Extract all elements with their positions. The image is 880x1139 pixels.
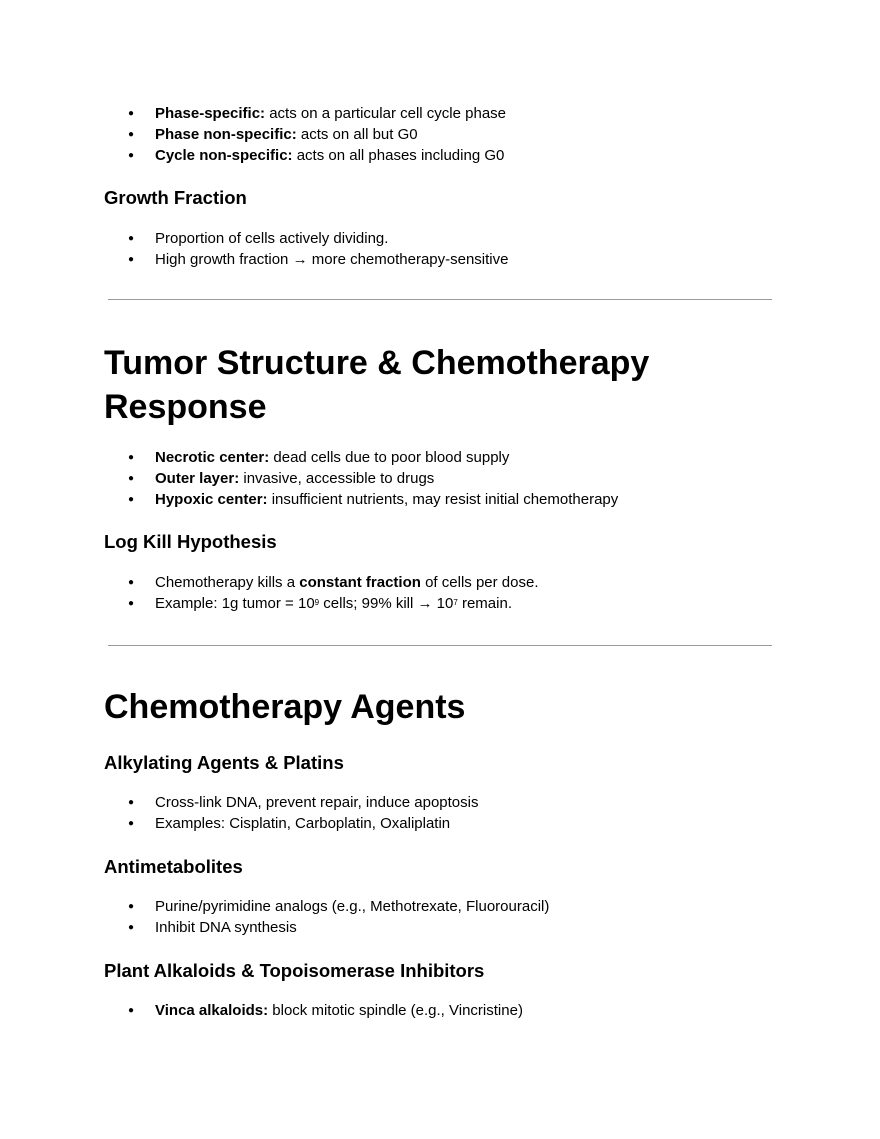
list-item: ● Example: 1g tumor = $10^9$ cells; 99% kill → $10^7$ remain. [128, 593, 538, 614]
list-item: ● Proportion of cells actively dividing. [128, 228, 508, 249]
tumor-section-title: Tumor Structure & Chemotherapy Response [104, 344, 650, 426]
list-item: ● Chemotherapy kills a constant fraction of cells per dose. [128, 572, 538, 593]
list-item: ● Outer layer: invasive, accessible to drugs [128, 468, 618, 489]
alkylating-list [128, 792, 478, 834]
list-item: ● Examples: Cisplatin, Carboplatin, Oxaliplatin [128, 813, 478, 834]
plant-alkaloids-heading: Plant Alkaloids & Topoisomerase Inhibitors [104, 960, 485, 981]
agents-section-title: Chemotherapy Agents [104, 688, 466, 726]
alkylating-heading: Alkylating Agents & Platins [104, 752, 344, 773]
cycle-specificity-list [128, 103, 506, 166]
list-item: ● Cycle non-specific: acts on all phases including G0 [128, 145, 506, 166]
log-kill-list [128, 572, 538, 614]
list-item: ● Phase-specific: acts on a particular cell cycle phase [128, 103, 506, 124]
list-item: ● Hypoxic center: insufficient nutrients, may resist initial chemotherapy [128, 489, 618, 510]
list-item: ● Phase non-specific: acts on all but G0 [128, 124, 506, 145]
list-item: ● Purine/pyrimidine analogs (e.g., Methotrexate, Fluorouracil) [128, 896, 549, 917]
list-item: ● Cross-link DNA, prevent repair, induce apoptosis [128, 792, 478, 813]
antimetabolites-list [128, 896, 549, 938]
tumor-structure-list [128, 447, 618, 510]
list-item: ● Necrotic center: dead cells due to poor blood supply [128, 447, 618, 468]
list-item: ● High growth fraction → more chemotherapy-sensitive [128, 249, 508, 270]
section-divider [108, 645, 772, 646]
log-kill-heading: Log Kill Hypothesis [104, 531, 277, 552]
list-item: ● Inhibit DNA synthesis [128, 917, 549, 938]
growth-fraction-heading: Growth Fraction [104, 187, 247, 208]
growth-fraction-list [128, 228, 508, 270]
antimetabolites-heading: Antimetabolites [104, 856, 243, 877]
section-divider [108, 299, 772, 300]
plant-alkaloids-list [128, 1000, 523, 1021]
list-item: ● Vinca alkaloids: block mitotic spindle (e.g., Vincristine) [128, 1000, 523, 1021]
